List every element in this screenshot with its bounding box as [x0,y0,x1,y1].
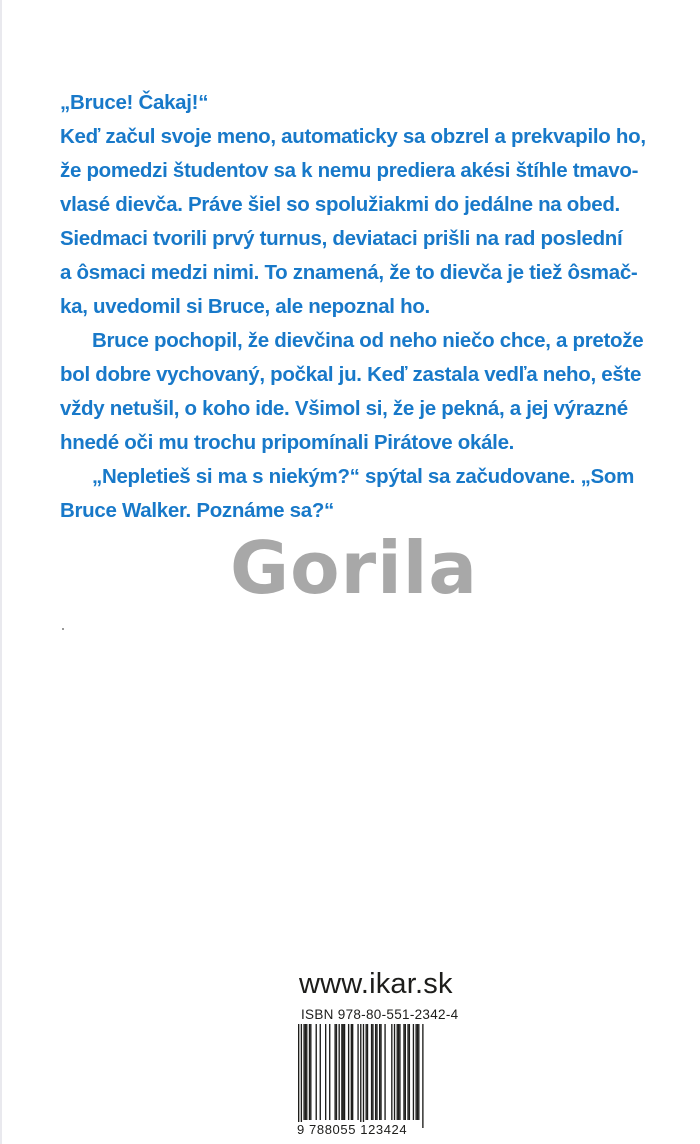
barcode-bar [360,1024,361,1128]
text-line: „Bruce! Čakaj!“ [60,91,209,114]
barcode-bar [305,1024,306,1120]
barcode-bar [397,1024,398,1120]
barcode-bar [310,1024,311,1120]
barcode-bar [352,1024,353,1120]
paragraph-3 [60,460,660,528]
barcode-bar [405,1024,406,1120]
text-line: že pomedzi študentov sa k nemu prediera akési štíhle tmavo- [60,159,639,182]
barcode-bar [341,1024,342,1120]
print-speck [62,628,64,630]
barcode-bar [301,1024,302,1128]
barcode-bar [316,1024,317,1120]
barcode-bar [309,1024,310,1120]
barcode-bar [325,1024,326,1120]
text-line: vlasé dievča. Práve šiel so spolužiakmi do jedálne na obed. [60,193,620,216]
barcode-bar [320,1024,321,1120]
barcode-bar [379,1024,380,1120]
barcode-bar [399,1024,400,1120]
barcode-bar [407,1024,408,1120]
barcode-bar [417,1024,418,1120]
barcode-bar [367,1024,368,1120]
barcode-bar [351,1024,352,1120]
barcode-bar [329,1024,330,1120]
barcode-bar [418,1024,419,1120]
text-line: Siedmaci tvorili prvý turnus, deviataci prišli na rad poslední [60,227,623,250]
text-line: „Nepletieš si ma s niekým?“ spýtal sa začudovane. „Som [92,465,635,488]
paragraph-1 [60,86,660,324]
text-line: Bruce pochopil, že dievčina od neho niečo chce, a pretože [92,329,644,352]
barcode-bar [298,1024,299,1128]
text-line: a ôsmaci medzi nimi. To znamená, že to dievča je tiež ôsmač- [60,261,638,284]
gorila-watermark: Gorila [230,526,479,610]
publisher-website: www.ikar.sk [299,968,453,1000]
barcode-bar [415,1024,416,1120]
barcode-bar [339,1024,340,1120]
barcode-bar [384,1024,385,1120]
text-line: hnedé oči mu trochu pripomínali Pirátove okále. [60,431,515,454]
barcode-bar [413,1024,414,1120]
barcode-bar [336,1024,337,1120]
barcode-bar [372,1024,373,1120]
barcode-bar [380,1024,381,1120]
barcode-bar [366,1024,367,1120]
text-line: vždy netušil, o koho ide. Všimol si, že je pekná, a jej výrazné [60,397,628,420]
barcode-bar [334,1024,335,1120]
barcode-bar [403,1024,404,1120]
barcode-bar [344,1024,345,1120]
barcode-bar [409,1024,410,1120]
barcode-bar [343,1024,344,1120]
barcode-bar [375,1024,376,1120]
text-line: Bruce Walker. Poznáme sa?“ [60,499,334,522]
barcode-bar [363,1024,364,1128]
text-line: Keď začul svoje meno, automaticky sa obzrel a prekvapilo ho, [60,125,646,148]
barcode-bar [394,1024,395,1120]
barcode-bar [306,1024,307,1120]
barcode-bar [371,1024,372,1120]
blurb-text [60,86,660,528]
text-line: bol dobre vychovaný, počkal ju. Keď zastala vedľa neho, ešte [60,363,642,386]
barcode-bar [357,1024,358,1120]
barcode-number: 9 788055 123424 [297,1122,408,1137]
isbn-label: ISBN 978-80-551-2342-4 [301,1007,459,1022]
paragraph-2 [60,324,660,460]
barcode-bar [391,1024,392,1120]
text-line: ka, uvedomil si Bruce, ale nepoznal ho. [60,295,430,318]
barcode [296,1024,424,1128]
barcode-bar [422,1024,423,1128]
barcode-bar [303,1024,304,1120]
barcode-bar [348,1024,349,1120]
barcode-bar [376,1024,377,1120]
barcode-bar [398,1024,399,1120]
